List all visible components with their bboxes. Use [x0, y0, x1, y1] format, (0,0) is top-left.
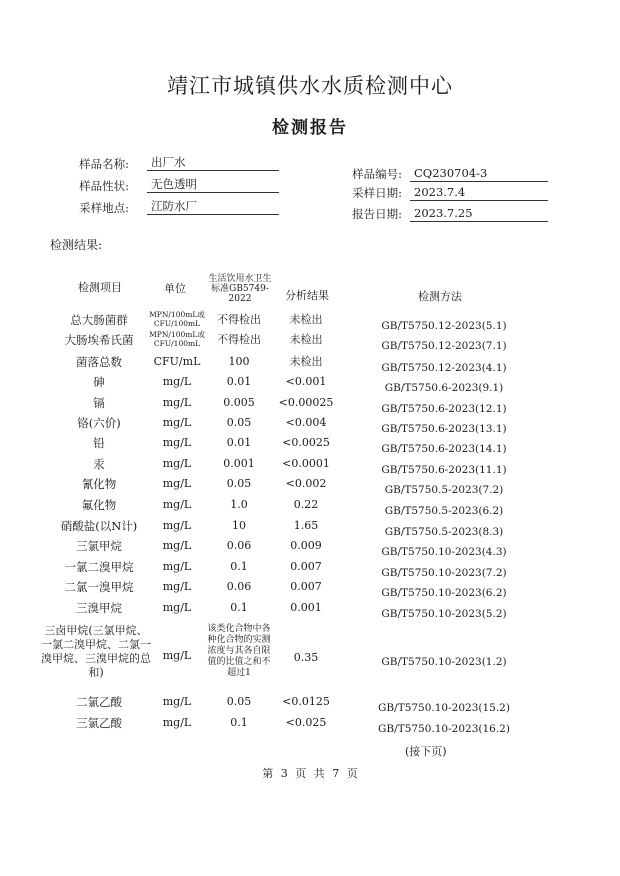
report-date-value: 2023.7.25	[410, 206, 548, 222]
cell-result: <0.0001	[282, 457, 330, 470]
cell-standard: 10	[232, 519, 246, 532]
cell-standard: 0.05	[226, 416, 252, 429]
cell-method: GB/T5750.12-2023(7.1)	[381, 340, 507, 352]
cell-item: 铬(六价)	[77, 416, 121, 430]
cell-standard: 0.06	[226, 539, 252, 552]
cell-item: 总大肠菌群	[70, 313, 128, 327]
cell-unit: mg/L	[162, 477, 192, 490]
sampling-site-label: 采样地点:	[79, 201, 129, 215]
cell-unit: mg/L	[162, 375, 192, 388]
cell-item: 砷	[93, 375, 105, 389]
cell-item: 硝酸盐(以N计)	[60, 519, 138, 533]
cell-method: GB/T5750.6-2023(9.1)	[384, 382, 504, 394]
cell-result: 0.009	[290, 539, 322, 552]
cell-method: GB/T5750.6-2023(11.1)	[381, 464, 507, 476]
report-title: 检测报告	[272, 118, 348, 138]
sampling-date-label: 采样日期:	[352, 186, 402, 200]
sampling-date-value: 2023.7.4	[410, 185, 548, 201]
cell-standard: 0.05	[226, 695, 252, 708]
cell-unit: MPN/100mL或CFU/100mL	[149, 310, 205, 328]
cell-unit: mg/L	[162, 396, 192, 409]
cell-standard: 0.1	[230, 716, 248, 729]
cell-item: 二氯乙酸	[76, 695, 122, 709]
cell-unit: mg/L	[162, 560, 192, 573]
cell-result: 0.007	[290, 560, 322, 573]
header-method: 检测方法	[418, 290, 462, 303]
cell-result: <0.0025	[282, 436, 330, 449]
cell-method: GB/T5750.6-2023(12.1)	[381, 403, 507, 415]
cell-result: 0.007	[290, 580, 322, 593]
cell-standard: 0.01	[226, 436, 252, 449]
results-label: 检测结果:	[50, 238, 103, 252]
continued-note: (接下页)	[405, 745, 447, 758]
cell-unit: mg/L	[162, 436, 192, 449]
cell-unit: mg/L	[162, 601, 192, 614]
cell-unit: mg/L	[162, 519, 192, 532]
cell-result: 1.65	[293, 519, 319, 532]
cell-method: GB/T5750.10-2023(4.3)	[381, 546, 507, 558]
header-result: 分析结果	[285, 289, 329, 302]
cell-standard: 0.05	[226, 477, 252, 490]
cell-item: 三氯甲烷	[76, 539, 122, 553]
cell-method: GB/T5750.5-2023(7.2)	[384, 484, 504, 496]
cell-unit: mg/L	[162, 716, 192, 729]
cell-method: GB/T5750.10-2023(1.2)	[381, 656, 507, 668]
cell-item: 一氯二溴甲烷	[64, 560, 134, 574]
cell-standard: 不得检出	[217, 333, 261, 346]
cell-item: 三卤甲烷(三氯甲烷、一氯二溴甲烷、二氯一溴甲烷、三溴甲烷的总和)	[41, 624, 151, 679]
cell-method: GB/T5750.10-2023(6.2)	[381, 587, 507, 599]
cell-method: GB/T5750.6-2023(14.1)	[381, 443, 507, 455]
cell-unit: mg/L	[162, 649, 192, 662]
cell-item: 菌落总数	[76, 355, 122, 369]
sample-id-label: 样品编号:	[352, 167, 402, 181]
cell-result: <0.00025	[278, 396, 334, 409]
sample-name-label: 样品名称:	[79, 157, 129, 171]
cell-item: 汞	[93, 457, 105, 471]
cell-method: GB/T5750.10-2023(16.2)	[378, 723, 510, 735]
cell-method: GB/T5750.12-2023(4.1)	[381, 362, 507, 374]
cell-method: GB/T5750.10-2023(7.2)	[381, 567, 507, 579]
cell-standard: 0.06	[226, 580, 252, 593]
cell-unit: mg/L	[162, 539, 192, 552]
page-footer: 第 3 页 共 7 页	[262, 767, 358, 780]
sampling-site-value: 江防水厂	[147, 199, 279, 215]
cell-result: <0.001	[285, 375, 327, 388]
cell-unit: mg/L	[162, 580, 192, 593]
header-standard: 生活饮用水卫生标准GB5749-2022	[208, 274, 272, 304]
cell-method: GB/T5750.5-2023(6.2)	[384, 505, 504, 517]
cell-result: <0.0125	[282, 695, 330, 708]
sample-state-label: 样品性状:	[79, 179, 129, 193]
cell-item: 三溴甲烷	[76, 601, 122, 615]
cell-item: 镉	[93, 396, 105, 410]
org-title: 靖江市城镇供水水质检测中心	[167, 74, 453, 98]
cell-unit: mg/L	[162, 416, 192, 429]
cell-method: GB/T5750.10-2023(5.2)	[381, 608, 507, 620]
report-date-label: 报告日期:	[352, 207, 402, 221]
cell-standard: 100	[228, 355, 250, 368]
cell-standard: 0.001	[223, 457, 255, 470]
cell-standard: 该类化合物中各种化合物的实测浓度与其各自限值的比值之和不超过1	[207, 624, 271, 678]
cell-result: 0.22	[293, 498, 319, 511]
cell-standard: 0.005	[223, 396, 255, 409]
cell-result: <0.002	[285, 477, 327, 490]
cell-result: <0.025	[285, 716, 327, 729]
cell-item: 氟化物	[81, 498, 117, 512]
cell-result: 未检出	[289, 333, 323, 346]
header-unit: 单位	[164, 282, 186, 295]
cell-standard: 0.1	[230, 560, 248, 573]
cell-result: 0.001	[290, 601, 322, 614]
cell-item: 三氯乙酸	[76, 716, 122, 730]
header-item: 检测项目	[78, 281, 122, 294]
sample-name-value: 出厂水	[147, 155, 279, 171]
cell-result: 0.35	[293, 651, 319, 664]
cell-item: 铅	[93, 436, 105, 450]
cell-unit: mg/L	[162, 498, 192, 511]
sample-id-value: CQ230704-3	[410, 166, 548, 182]
cell-unit: mg/L	[162, 695, 192, 708]
cell-item: 二氯一溴甲烷	[64, 580, 134, 594]
cell-item: 大肠埃希氏菌	[64, 333, 134, 347]
cell-item: 氰化物	[81, 477, 117, 491]
cell-standard: 1.0	[230, 498, 248, 511]
cell-unit: MPN/100mL或CFU/100mL	[149, 330, 205, 348]
cell-method: GB/T5750.12-2023(5.1)	[381, 320, 507, 332]
cell-result: 未检出	[289, 355, 323, 368]
cell-method: GB/T5750.6-2023(13.1)	[381, 423, 507, 435]
cell-result: 未检出	[289, 313, 323, 326]
sample-state-value: 无色透明	[147, 177, 279, 193]
cell-method: GB/T5750.5-2023(8.3)	[384, 526, 504, 538]
cell-unit: mg/L	[162, 457, 192, 470]
cell-method: GB/T5750.10-2023(15.2)	[378, 702, 510, 714]
cell-standard: 0.1	[230, 601, 248, 614]
cell-standard: 不得检出	[217, 313, 261, 326]
cell-standard: 0.01	[226, 375, 252, 388]
cell-result: <0.004	[285, 416, 327, 429]
cell-unit: CFU/mL	[153, 355, 201, 368]
